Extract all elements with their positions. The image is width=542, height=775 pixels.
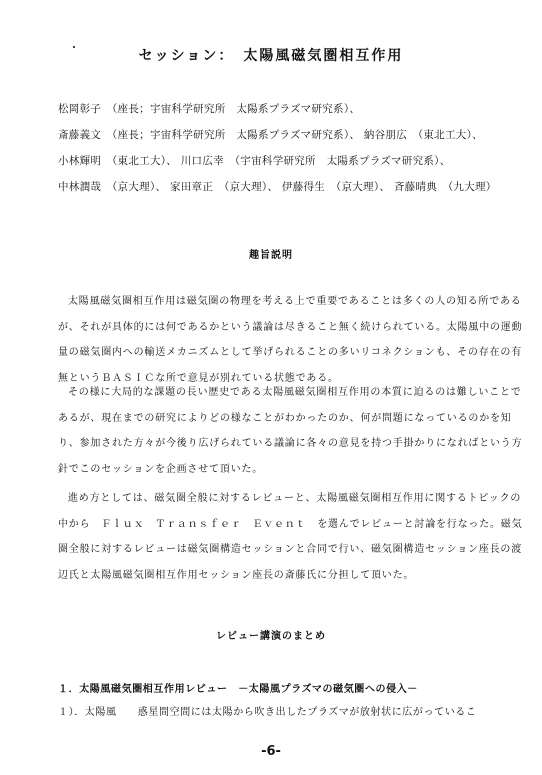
page-title: セッション： 太陽風磁気圏相互作用 — [138, 48, 404, 64]
author-entry: 斎藤義文 （座長；宇宙科学研究所 太陽系プラズマ研究系）、 — [58, 129, 361, 141]
author-entry: 家田章正 （京大理）、 — [169, 181, 279, 193]
section-1-heading: １．太陽風磁気圏相互作用レビュー －太陽風プラズマの磁気圏への侵入－ — [58, 684, 418, 695]
author-entry: 中林潤哉 （京大理）、 — [58, 181, 167, 193]
page-number: -6- — [261, 744, 281, 759]
author-entry: 小林輝明 （東北工大）、 — [58, 155, 178, 167]
author-entry: 川口広幸 （宇宙科学研究所 太陽系プラズマ研究系）、 — [180, 155, 451, 167]
paragraph-3: 進め方としては、磁気圏全般に対するレビューと、太陽風磁気圏相互作用に関するトピックの中から Ｆｌｕｘ Ｔｒａｎｓｆｅｒ Ｅｖｅｎｔ を選んでレビューと討論を行なった。磁気圏全般に対するレビューは磁気圏構造セッションと合同で行い、磁気圏構造セッション座長の渡辺氏と太陽風磁気圏相互作用セッション座長の斎藤氏に分担して頂いた。 — [58, 493, 523, 581]
author-entry: 納谷朋広 （東北工大）、 — [363, 129, 483, 141]
section-1-subheading: １）．太陽風 惑星間空間には太陽から吹き出したプラズマが放射状に広がっているこ — [58, 707, 477, 718]
author-entry: 斉藤晴典 （九大理） — [393, 181, 497, 193]
paragraph-1: 太陽風磁気圏相互作用は磁気圏の物理を考える上で重要であることは多くの人の知る所であるが、それが具体的には何であるかという議論は尽きること無く続けられている。太陽風中の運動量の磁気圏内への輸送メカニズムとして挙げられることの多いリコネクションも、その存在の有無というＢＡＳＩＣな所で意見が別れている状態である。 — [58, 296, 523, 384]
author-list — [58, 96, 526, 200]
author-entry: 松岡彰子 （座長；宇宙科学研究所 太陽系プラズマ研究系）、 — [58, 103, 361, 115]
paragraph-2: その様に大局的な課題の長い歴史である太陽風磁気圏相互作用の本質に迫るのは難しいことであるが、現在までの研究によりどの様なことがわかったのか、何が問題になっているのかを知り、参加された方々が今後り広げられている議論に各々の意見を持つ手掛かりになればという方針でこのセッションを企画させて頂いた。 — [58, 387, 523, 475]
proposal-heading: 趣旨説明 — [249, 250, 293, 261]
review-heading: レビュー講演のまとめ — [216, 631, 326, 642]
author-entry: 伊藤得生 （京大理）、 — [281, 181, 391, 193]
